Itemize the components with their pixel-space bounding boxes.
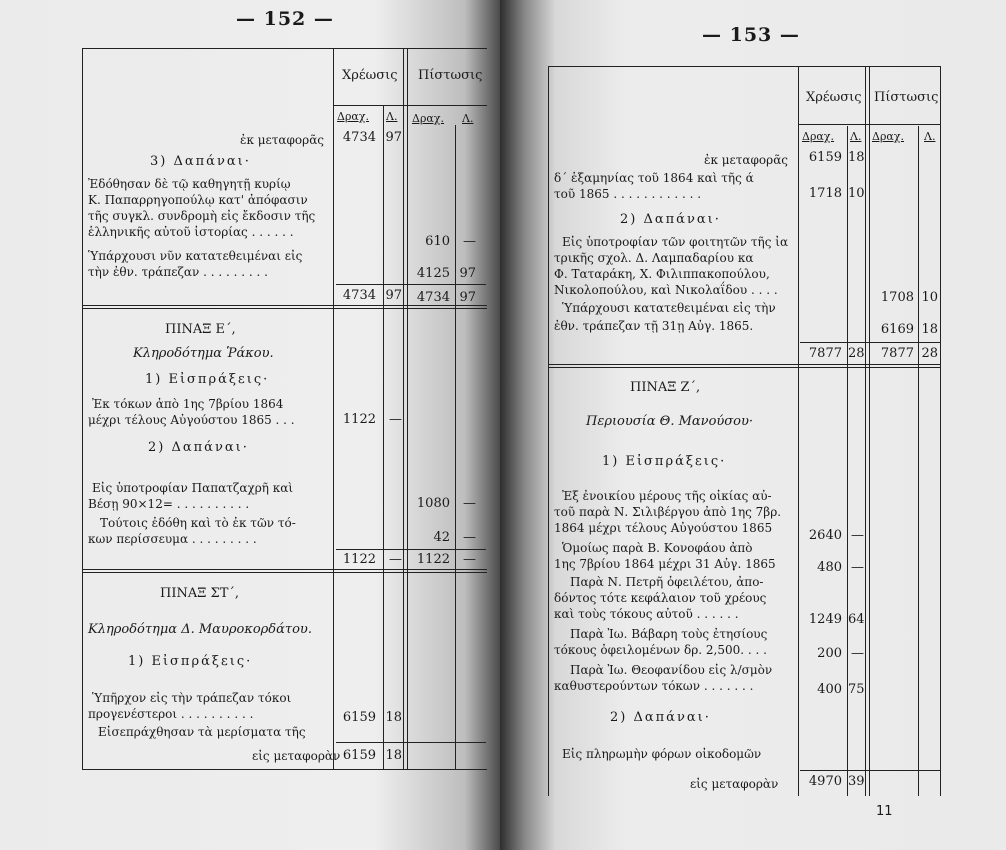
carry-out-label: εἰς μεταφορὰν [690, 777, 779, 791]
debit-lepta: 18 [385, 710, 402, 725]
text-line: προγενέστεροι . . . . . . . . . . [88, 707, 254, 721]
subheader-rule [798, 124, 940, 125]
drach-header-credit: Δραχ. [412, 112, 445, 125]
sum-rule [336, 549, 486, 550]
text-line: Παρὰ Ἰω. Βάβαρη τοὺς ἐτησίους [570, 627, 768, 641]
total-drach: 4734 [342, 288, 376, 303]
text-line: Εἰς ὑποτροφίαν τῶν φοιτητῶν τῆς ἰα [562, 235, 789, 249]
left-margin-line [82, 48, 83, 770]
debit-lepta: 64 [848, 612, 865, 627]
total-drach: 7877 [808, 346, 842, 361]
top-rule [548, 66, 941, 67]
page-number-left: — 152 — [236, 8, 334, 30]
section-expenses: 2) Δαπάναι· [610, 710, 711, 725]
total-credit-lepta: 97 [459, 290, 476, 305]
text-line: Εἰς ὑποτροφίαν Παπατζαχρῆ καὶ [92, 481, 294, 495]
debit-amount: 1718 [808, 186, 842, 201]
sum-rule [336, 284, 486, 285]
carry-out-drach: 4970 [808, 774, 842, 789]
text-line: τόκους ὀφειλομένων δρ. 2,500. . . . [554, 643, 767, 657]
text-line: Νικολοπούλου, καὶ Νικολαΐδου . . . . [554, 283, 778, 297]
carry-drach: 6159 [808, 150, 842, 165]
left-page [0, 0, 500, 850]
text-line: Παρὰ Ν. Πετρῆ ὀφειλέτου, ἀπο- [570, 575, 764, 589]
section-expenses: 3) Δαπάναι· [150, 154, 251, 169]
debit-amount: 400 [817, 682, 842, 697]
credit-amount: 6169 [880, 322, 914, 337]
carry-lepta: 97 [385, 130, 402, 145]
table-subheading: Περιουσία Θ. Μανούσου· [586, 414, 754, 429]
text-line: καθυστερούντων τόκων . . . . . . . [554, 679, 754, 693]
debit-amount: 2640 [808, 528, 842, 543]
table-heading: ΠΙΝΑΞ ΣΤ΄, [160, 586, 240, 601]
text-line: ἐθν. τράπεζαν τῇ 31ῃ Αὐγ. 1865. [554, 319, 754, 333]
section-receipts: 1) Εἰσπράξεις· [128, 654, 253, 669]
debit-header: Χρέωσις [342, 68, 398, 83]
drach-header: Δραχ. [337, 110, 370, 123]
lepta-header-credit: Λ. [924, 130, 936, 143]
credit-amount: 4125 [416, 266, 450, 281]
carry-out-lepta: 39 [848, 774, 865, 789]
text-line: δόντος τότε κεφάλαιον τοῦ χρέους [554, 591, 767, 605]
text-line: μέχρι τέλους Αὐγούστου 1865 . . . [88, 413, 295, 427]
right-margin-line [940, 66, 941, 796]
page-number-right: — 153 — [702, 24, 800, 46]
total-double-rule [82, 569, 487, 573]
debit-amount: 1249 [808, 612, 842, 627]
text-line: Ἐξ ἐνοικίου μέρους τῆς οἰκίας αὐ- [562, 489, 772, 503]
carry-label: ἐκ μεταφορᾶς [704, 153, 789, 167]
drach-header-credit: Δραχ. [872, 130, 905, 143]
debit-amount: 6159 [342, 710, 376, 725]
text-line: τῆς συγκλ. συνδρομὴ εἰς ἔκδοσιν τῆς [88, 209, 316, 223]
text-line: Εἰς πληρωμὴν φόρων οἰκοδομῶν [562, 747, 762, 761]
subheader-rule [333, 105, 487, 106]
total-drach: 1122 [342, 552, 376, 567]
credit-amount: 1080 [416, 496, 450, 511]
debit-amount: 200 [817, 646, 842, 661]
text-line: δ΄ ἑξαμηνίας τοῦ 1864 καὶ τῆς ά [554, 171, 754, 185]
text-line: ἑλληνικῆς αὐτοῦ ἱστορίας . . . . . . [88, 225, 294, 239]
right-page [500, 0, 1006, 850]
text-line: τοῦ παρὰ Ν. Σιλιβέργου ἀπὸ 1ης 7βρ. [554, 505, 782, 519]
text-line: Ἐκ τόκων ἀπὸ 1ης 7βρίου 1864 [92, 397, 284, 411]
total-credit: 7877 [880, 346, 914, 361]
total-lepta: — [389, 552, 402, 567]
credit-lepta: — [463, 530, 476, 545]
text-line: Βέσῃ 90×12= . . . . . . . . . . [88, 497, 250, 511]
text-line: Εἰσεπράχθησαν τὰ μερίσματα τῆς [98, 725, 306, 739]
debit-lepta: — [851, 560, 864, 575]
debit-column-line [798, 66, 799, 796]
text-line: 1864 μέχρι τέλους Αὐγούστου 1865 [554, 521, 773, 535]
sum-rule [800, 342, 940, 343]
carry-drach: 4734 [342, 130, 376, 145]
text-line: καὶ τοὺς τόκους αὐτοῦ . . . . . . [554, 607, 739, 621]
credit-lepta-line [455, 125, 456, 770]
text-line: τοῦ 1865 . . . . . . . . . . . . [554, 187, 702, 201]
credit-amount: 1708 [880, 290, 914, 305]
text-line: 1ης 7βρίου 1864 μέχρι 31 Αὐγ. 1865 [554, 557, 776, 571]
debit-lepta-line [383, 105, 384, 770]
text-line: τρικῆς σχολ. Δ. Λαμπαδαρίου κα [554, 251, 754, 265]
debit-header: Χρέωσις [806, 90, 862, 105]
table-heading: ΠΙΝΑΞ Ε΄, [165, 322, 236, 337]
text-line: κων περίσσευμα . . . . . . . . . [88, 532, 257, 546]
credit-lepta-line [918, 126, 919, 796]
lepta-header: Λ. [850, 130, 862, 143]
total-credit: 4734 [416, 290, 450, 305]
carry-lepta: 18 [848, 150, 865, 165]
credit-lepta: — [463, 234, 476, 249]
debit-column-line [333, 48, 334, 770]
text-line: Φ. Ταταράκη, Χ. Φιλιππακοπούλου, [554, 267, 770, 281]
total-lepta: 28 [848, 346, 865, 361]
total-double-rule [82, 305, 487, 309]
table-subheading: Κληροδότημα Δ. Μαυροκορδάτου. [88, 622, 312, 637]
left-margin-line [548, 66, 549, 796]
text-line: Τούτοις ἐδόθη καὶ τὸ ἐκ τῶν τό- [100, 516, 296, 530]
credit-lepta: 18 [921, 322, 938, 337]
text-line: Παρὰ Ἰω. Θεοφανίδου εἰς λ/σμὸν [570, 663, 773, 677]
sum-rule [336, 742, 486, 743]
debit-amount: 480 [817, 560, 842, 575]
credit-header: Πίστωσις [418, 68, 483, 83]
drach-header: Δραχ. [802, 130, 835, 143]
carry-out-drach: 6159 [342, 748, 376, 763]
total-credit-lepta: — [463, 552, 476, 567]
text-line: Κ. Παπαρρηγοπούλῳ κατ' ἀπόφασιν [88, 193, 308, 207]
total-credit-lepta: 28 [921, 346, 938, 361]
credit-amount: 42 [433, 530, 450, 545]
lepta-header: Λ. [386, 110, 398, 123]
text-line: Ὑπῆρχον εἰς τὴν τράπεζαν τόκοι [92, 691, 292, 705]
debit-lepta: — [389, 412, 402, 427]
debit-lepta: — [851, 528, 864, 543]
sum-rule [800, 770, 940, 771]
text-line: Ἐδόθησαν δὲ τῷ καθηγητῇ κυρίῳ [88, 177, 291, 191]
credit-column-line [865, 66, 870, 796]
text-line: Ὑπάρχουσι νῦν κατατεθειμέναι εἰς [88, 249, 303, 263]
section-receipts: 1) Εἰσπράξεις· [602, 454, 727, 469]
total-lepta: 97 [385, 288, 402, 303]
total-double-rule [548, 364, 941, 368]
lepta-header-credit: Λ. [462, 112, 474, 125]
debit-amount: 1122 [342, 412, 376, 427]
text-line: Ὑπάρχουσι κατατεθειμέναι εἰς τὴν [562, 301, 776, 315]
text-line: τὴν ἐθν. τράπεζαν . . . . . . . . . [88, 265, 268, 279]
credit-lepta: 10 [921, 290, 938, 305]
credit-amount: 610 [425, 234, 450, 249]
credit-column-line [403, 48, 408, 770]
table-subheading: Κληροδότημα Ῥάκου. [133, 346, 274, 361]
credit-lepta: 97 [459, 266, 476, 281]
carry-label: ἐκ μεταφορᾶς [240, 133, 325, 147]
total-credit: 1122 [416, 552, 450, 567]
section-expenses: 2) Δαπάναι· [148, 440, 249, 455]
carry-out-label: εἰς μεταφορὰν [252, 749, 341, 763]
debit-lepta: 75 [848, 682, 865, 697]
section-expenses: 2) Δαπάναι· [620, 212, 721, 227]
table-heading: ΠΙΝΑΞ Ζ΄, [630, 380, 701, 395]
text-line: Ὁμοίως παρὰ Β. Κονοφάου ἀπὸ [562, 541, 753, 555]
top-rule [82, 48, 487, 49]
carry-out-lepta: 18 [385, 748, 402, 763]
section-receipts: 1) Εἰσπράξεις· [145, 372, 270, 387]
debit-lepta: — [851, 646, 864, 661]
credit-header: Πίστωσις [874, 90, 939, 105]
credit-lepta: — [463, 496, 476, 511]
folio-number: 11 [876, 804, 893, 819]
bottom-rule [82, 769, 487, 770]
debit-lepta: 10 [848, 186, 865, 201]
